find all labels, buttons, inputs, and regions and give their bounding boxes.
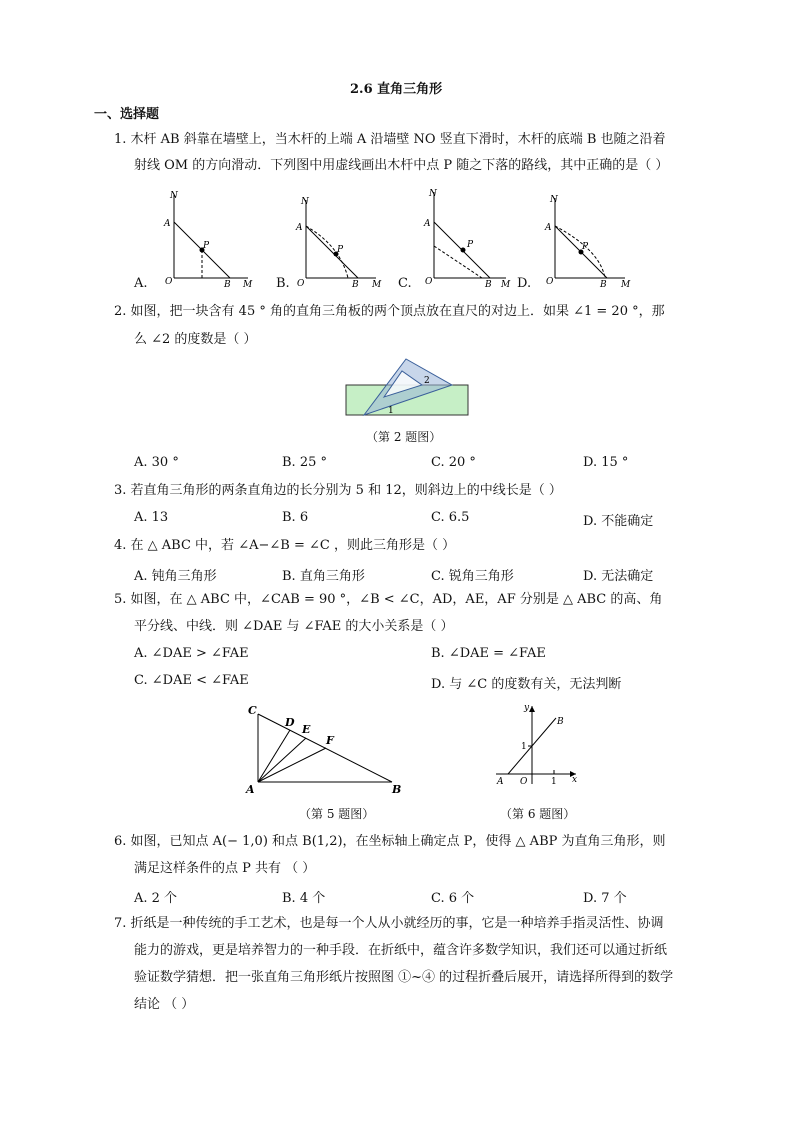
q1b-label-a: A [296, 223, 303, 233]
q1a-label-m: M [243, 280, 253, 290]
section-heading: 一、选择题 [94, 107, 160, 122]
q1d-label-m: M [621, 280, 631, 290]
q5-label-f: F [326, 734, 334, 747]
q6-caption: （第 6 题图） [500, 807, 576, 821]
q1b-label-m: M [372, 280, 382, 290]
q1a-label-p: P [203, 241, 210, 251]
q6-text-line1: 6. 如图，已知点 A(− 1,0) 和点 B(1,2)，在坐标轴上确定点 P，使得 △ ABP 为直角三角形，则 [114, 834, 666, 849]
q2-caption: （第 2 题图） [366, 430, 442, 444]
q1c-label-p: P [467, 240, 474, 250]
q6-text-line2: 满足这样条件的点 P 共有 （ ） [134, 861, 316, 876]
q6-label-a: A [497, 777, 504, 787]
q1-figure-d [544, 195, 631, 290]
q4-option-c: C. 锐角三角形 [431, 569, 514, 584]
q2-text-line1: 2. 如图，把一块含有 45 ° 角的直角三角板的两个顶点放在直尺的对边上．如果 ∠1 = 20 °，那 [114, 304, 665, 319]
q6-label-one-y: 1 [521, 742, 527, 752]
q1b-label-o: O [297, 279, 305, 289]
q1d-label-b: B [600, 280, 607, 290]
q5-label-a: A [246, 783, 255, 796]
q1-option-c: C. [398, 276, 412, 291]
q1d-label-o: O [546, 277, 554, 287]
q6-option-b: B. 4 个 [282, 891, 326, 906]
q5-text-line1: 5. 如图，在 △ ABC 中，∠CAB = 90 °，∠B < ∠C，AD，AE，AF 分别是 △ ABC 的高、角 [114, 592, 663, 607]
q1-text-line1: 1. 木杆 AB 斜靠在墙壁上，当木杆的上端 A 沿墙壁 NO 竖直下滑时，木杆的底端 B 也随之沿着 [114, 132, 666, 147]
q7-text-line2: 能力的游戏，更是培养智力的一种手段．在折纸中，蕴含许多数学知识，我们还可以通过折纸 [134, 943, 668, 958]
q1d-label-a: A [545, 223, 552, 233]
q3-option-a: A. 13 [134, 510, 169, 525]
q5-label-e: E [302, 723, 311, 736]
q6-label-o: O [520, 777, 528, 787]
q2-option-c: C. 20 ° [431, 455, 476, 470]
q5-label-c: C [248, 704, 257, 717]
q5-option-b: B. ∠DAE = ∠FAE [431, 646, 546, 661]
q5-label-b: B [392, 783, 402, 796]
q3-option-c: C. 6.5 [431, 510, 470, 525]
q1-option-d: D. [517, 276, 532, 291]
q7-text-line1: 7. 折纸是一种传统的手工艺术，也是每一个人从小就经历的事，它是一种培养手指灵活性、协调 [114, 916, 664, 931]
page-title: 2.6 直角三角形 [350, 82, 443, 97]
q1-figure-a [163, 191, 253, 290]
q1c-label-m: M [501, 280, 511, 290]
q3-text-line1: 3. 若直角三角形的两条直角边的长分别为 5 和 12，则斜边上的中线长是（ ） [114, 483, 562, 498]
q5-figure [240, 700, 410, 798]
q5-label-d: D [285, 716, 295, 729]
q6-figure [488, 700, 588, 790]
q1c-label-a: A [424, 219, 431, 229]
q6-label-b: B [557, 717, 564, 727]
q1c-label-b: B [485, 280, 492, 290]
q1b-label-n: N [301, 197, 309, 207]
q1a-label-b: B [224, 280, 231, 290]
q1-figure-c [423, 189, 511, 290]
q7-text-line4: 结论 （ ） [134, 997, 195, 1012]
q1c-label-o: O [425, 277, 433, 287]
q4-option-a: A. 钝角三角形 [134, 569, 217, 584]
q1a-label-n: N [170, 191, 178, 201]
q7-text-line3: 验证数学猜想．把一张直角三角形纸片按照图 ①~④ 的过程折叠后展开，请选择所得到的数学 [134, 970, 674, 985]
q4-option-d: D. 无法确定 [583, 569, 654, 584]
q2-figure [340, 355, 470, 423]
q3-option-d: D. 不能确定 [583, 514, 654, 529]
q6-option-a: A. 2 个 [134, 891, 178, 906]
q2-option-a: A. 30 ° [134, 455, 179, 470]
q6-label-y: y [524, 703, 530, 713]
q5-caption: （第 5 题图） [299, 807, 375, 821]
q1-text-line2: 射线 OM 的方向滑动．下列图中用虚线画出木杆中点 P 随之下落的路线，其中正确的是（ ） [134, 158, 669, 173]
q6-label-one-x: 1 [551, 777, 557, 787]
q2-angle-1: 1 [388, 406, 394, 416]
q5-option-a: A. ∠DAE > ∠FAE [134, 646, 249, 661]
q2-option-d: D. 15 ° [583, 455, 629, 470]
q1b-label-b: B [352, 280, 359, 290]
q1c-label-n: N [429, 189, 437, 199]
q1-option-b: B. [276, 276, 290, 291]
q1a-label-o: O [165, 277, 173, 287]
q6-option-c: C. 6 个 [431, 891, 475, 906]
q5-option-c: C. ∠DAE < ∠FAE [134, 673, 249, 688]
q2-text-line2: 么 ∠2 的度数是（ ） [134, 332, 257, 347]
q4-text-line1: 4. 在 △ ABC 中，若 ∠A−∠B = ∠C ，则此三角形是（ ） [114, 538, 456, 553]
q1b-label-p: P [337, 245, 344, 255]
q1d-label-n: N [550, 195, 558, 205]
q1d-label-p: P [582, 242, 589, 252]
q2-option-b: B. 25 ° [282, 455, 327, 470]
q5-option-d: D. 与 ∠C 的度数有关，无法判断 [431, 677, 622, 692]
q1a-label-a: A [164, 219, 171, 229]
q1-figure-b [295, 197, 382, 290]
q1-figures [130, 186, 650, 291]
q1-option-a: A. [134, 276, 148, 291]
q2-angle-2: 2 [424, 376, 430, 386]
q5-text-line2: 平分线、中线．则 ∠DAE 与 ∠FAE 的大小关系是（ ） [134, 619, 454, 634]
q4-option-b: B. 直角三角形 [282, 569, 365, 584]
q6-label-x: x [572, 775, 578, 785]
q3-option-b: B. 6 [282, 510, 309, 525]
q6-option-d: D. 7 个 [583, 891, 627, 906]
